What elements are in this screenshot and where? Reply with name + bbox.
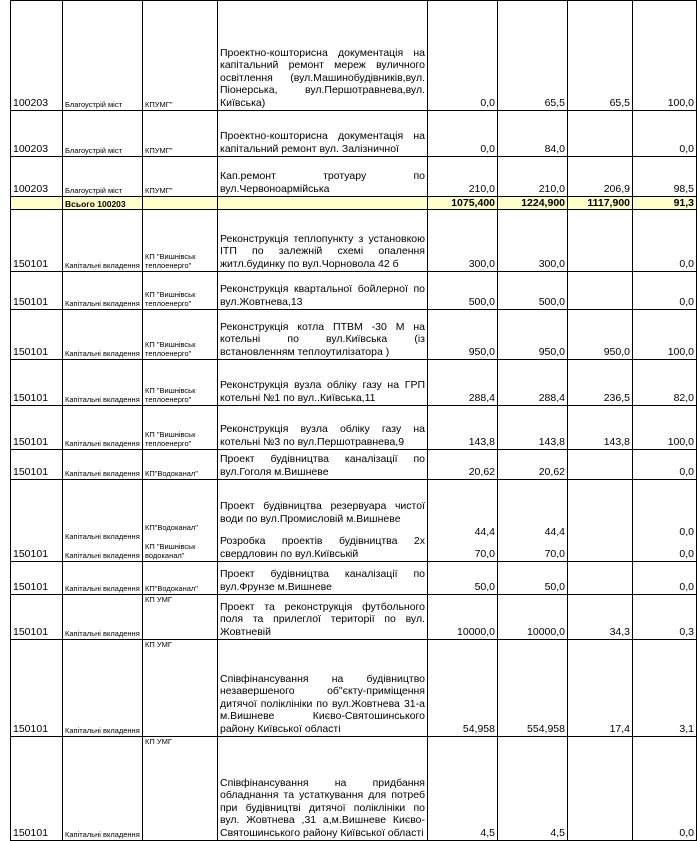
project-description	[218, 480, 428, 562]
expense-type: Благоустрій міст	[63, 157, 143, 197]
budget-code: 150101	[11, 360, 63, 406]
adjusted-value: 50,0	[498, 562, 568, 595]
project-description-line: Проект будівництва резервуара чистої води по вул.Промисловій м.Вишневе	[220, 500, 425, 525]
budget-code: 150101	[11, 737, 63, 841]
adjusted-value: 554,958	[498, 640, 568, 737]
budget-code: 100203	[11, 157, 63, 197]
budget-code: 100203	[11, 111, 63, 157]
percent-value: 0,3	[633, 595, 697, 640]
table-row	[11, 406, 697, 450]
expense-type-line: Капітальні вкладення	[65, 551, 140, 560]
code-cell	[11, 197, 63, 210]
adjusted-value: 65,5	[498, 1, 568, 111]
percent-value: 0,0	[633, 562, 697, 595]
organization: КП "Вишнівськ теплоенерго"	[143, 272, 218, 310]
percent-value: 100,0	[633, 310, 697, 360]
budget-code: 150101	[11, 480, 63, 562]
plan-value: 950,0	[428, 310, 498, 360]
executed-value: 34,3	[568, 595, 633, 640]
executed-value	[568, 111, 633, 157]
organization: КП УМГ	[143, 640, 218, 737]
project-description: Кап.ремонт тротуару по вул.Червоноармійська	[218, 157, 428, 197]
budget-code: 100203	[11, 1, 63, 111]
table-row	[11, 157, 697, 197]
percent-value: 0,0	[633, 737, 697, 841]
adjusted-value: 300,0	[498, 210, 568, 272]
executed-value	[568, 562, 633, 595]
organization-line: КП"Водоканал"	[145, 523, 198, 532]
executed-value: 17,4	[568, 640, 633, 737]
executed-value: 1117,900	[568, 197, 633, 210]
executed-value	[568, 450, 633, 480]
expense-type: Благоустрій міст	[63, 1, 143, 111]
adjusted-value: 210,0	[498, 157, 568, 197]
executed-value: 236,5	[568, 360, 633, 406]
plan-value: 500,0	[428, 272, 498, 310]
project-description: Проектно-кошторисна документація на капітальний ремонт вул. Залізничної	[218, 111, 428, 157]
plan-value: 0,0	[428, 1, 498, 111]
executed-value	[568, 272, 633, 310]
percent-value: 82,0	[633, 360, 697, 406]
desc-cell	[218, 197, 428, 210]
organization: КП УМГ	[143, 737, 218, 841]
org-cell	[143, 197, 218, 210]
plan-value: 4,5	[428, 737, 498, 841]
organization: КП "Вишнівськ теплоенерго"	[143, 406, 218, 450]
project-description: Реконструкція котла ПТВМ -30 М на котельні по вул.Київська (із встановленням теплоутилізатора )	[218, 310, 428, 360]
expense-type-line: Капітальні вкладення	[65, 532, 140, 541]
total-label: Всього 100203	[63, 197, 143, 210]
project-description-line: Розробка проектів будівництва 2х свердловин по вул.Київській	[220, 535, 425, 560]
percent-value: 3,1	[633, 640, 697, 737]
project-description: Проект будівництва каналізації по вул.Фрунзе м.Вишневе	[218, 562, 428, 595]
percent-value-line: 0,0	[679, 526, 694, 538]
budget-code: 150101	[11, 272, 63, 310]
organization: КП УМГ	[143, 595, 218, 640]
table-row	[11, 595, 697, 640]
expense-type: Капітальні вкладення	[63, 310, 143, 360]
project-description: Проектно-кошторисна документація на капітальний ремонт мереж вуличного освітлення (вул.Машинобудівників,вул. Піонерська, вул.Першотравнева,вул. Київська)	[218, 1, 428, 111]
plan-value: 0,0	[428, 111, 498, 157]
executed-value: 206,9	[568, 157, 633, 197]
expense-type: Капітальні вкладення	[63, 272, 143, 310]
adjusted-value	[498, 480, 568, 562]
table-row	[11, 111, 697, 157]
adjusted-value: 143,8	[498, 406, 568, 450]
organization: КП"Водоканал"	[143, 562, 218, 595]
table-row	[11, 450, 697, 480]
table-row	[11, 272, 697, 310]
percent-value: 0,0	[633, 450, 697, 480]
project-description: Реконструкція теплопункту з установкою ІТП по залежній схемі опалення житл.будинку по вул.Чорновола 42 б	[218, 210, 428, 272]
adjusted-value: 4,5	[498, 737, 568, 841]
plan-value: 143,8	[428, 406, 498, 450]
table-row	[11, 310, 697, 360]
project-description: Реконструкція квартальної бойлерної по вул.Жовтнева,13	[218, 272, 428, 310]
plan-value	[428, 480, 498, 562]
expense-type: Капітальні вкладення	[63, 450, 143, 480]
project-description: Співфінансування на будівництво незавершеного об"єкту-приміщення дитячої поліклініки по вул.Жовтнева 31-а м.Вишневе Києво-Святошинського району Київської області	[218, 640, 428, 737]
plan-value-line: 70,0	[474, 548, 495, 560]
budget-code: 150101	[11, 562, 63, 595]
plan-value: 210,0	[428, 157, 498, 197]
adjusted-value: 1224,900	[498, 197, 568, 210]
percent-value: 0,0	[633, 111, 697, 157]
plan-value: 300,0	[428, 210, 498, 272]
total-row	[11, 197, 697, 210]
organization: КП "Вишнівськ теплоенерго"	[143, 210, 218, 272]
plan-value: 20,62	[428, 450, 498, 480]
plan-value: 50,0	[428, 562, 498, 595]
executed-value	[568, 210, 633, 272]
organization-line: КП "Вишнівськ водоканал"	[145, 542, 196, 560]
table-row	[11, 737, 697, 841]
expense-type	[63, 480, 143, 562]
plan-value: 10000,0	[428, 595, 498, 640]
percent-value: 100,0	[633, 1, 697, 111]
budget-code: 150101	[11, 406, 63, 450]
budget-table	[10, 0, 697, 841]
budget-code: 150101	[11, 640, 63, 737]
plan-value: 54,958	[428, 640, 498, 737]
organization: КП "Вишнівськ теплоенерго"	[143, 310, 218, 360]
table-row	[11, 640, 697, 737]
organization	[143, 480, 218, 562]
percent-value: 100,0	[633, 406, 697, 450]
percent-value: 0,0	[633, 210, 697, 272]
project-description: Проект та реконструкція футбольного поля та прилеглої території по вул. Жовтневій	[218, 595, 428, 640]
percent-value: 98,5	[633, 157, 697, 197]
project-description: Реконструкція вузла обліку газу на котельні №3 по вул.Першотравнева,9	[218, 406, 428, 450]
plan-value: 288,4	[428, 360, 498, 406]
organization: КПУМГ"	[143, 157, 218, 197]
executed-value	[568, 480, 633, 562]
organization: КП "Вишнівськ теплоенерго"	[143, 360, 218, 406]
adjusted-value: 500,0	[498, 272, 568, 310]
executed-value: 143,8	[568, 406, 633, 450]
executed-value: 950,0	[568, 310, 633, 360]
budget-code: 150101	[11, 310, 63, 360]
percent-value: 0,0	[633, 272, 697, 310]
executed-value	[568, 737, 633, 841]
table-row	[11, 1, 697, 111]
table-row	[11, 210, 697, 272]
organization: КПУМГ"	[143, 111, 218, 157]
plan-value: 1075,400	[428, 197, 498, 210]
organization: КПУМГ"	[143, 1, 218, 111]
expense-type: Капітальні вкладення	[63, 737, 143, 841]
project-description: Реконструкція вузла обліку газу на ГРП котельні №1 по вул..Київська,11	[218, 360, 428, 406]
expense-type: Капітальні вкладення	[63, 210, 143, 272]
adjusted-value-line: 44,4	[544, 526, 565, 538]
table-row	[11, 360, 697, 406]
adjusted-value-line: 70,0	[544, 548, 565, 560]
percent-value-line: 0,0	[679, 548, 694, 560]
expense-type: Капітальні вкладення	[63, 360, 143, 406]
percent-value	[633, 480, 697, 562]
percent-value: 91,3	[633, 197, 697, 210]
project-description: Проект будівництва каналізації по вул.Гоголя м.Вишневе	[218, 450, 428, 480]
budget-code: 150101	[11, 595, 63, 640]
adjusted-value: 288,4	[498, 360, 568, 406]
adjusted-value: 10000,0	[498, 595, 568, 640]
budget-code: 150101	[11, 210, 63, 272]
expense-type: Капітальні вкладення	[63, 406, 143, 450]
table-row	[11, 562, 697, 595]
expense-type: Капітальні вкладення	[63, 640, 143, 737]
expense-type: Благоустрій міст	[63, 111, 143, 157]
budget-table-body	[11, 1, 697, 841]
plan-value-line: 44,4	[474, 526, 495, 538]
project-description: Співфінансування на придбання обладнання та устаткування для потреб при будівництві дитячої поліклініки по вул. Жовтнева ,31 а,м.Вишневе Києво-Святошинського району Київської області	[218, 737, 428, 841]
executed-value: 65,5	[568, 1, 633, 111]
budget-code: 150101	[11, 450, 63, 480]
expense-type: Капітальні вкладення	[63, 562, 143, 595]
table-row	[11, 480, 697, 562]
organization: КП"Водоканал"	[143, 450, 218, 480]
adjusted-value: 950,0	[498, 310, 568, 360]
adjusted-value: 20,62	[498, 450, 568, 480]
adjusted-value: 84,0	[498, 111, 568, 157]
expense-type: Капітальні вкладення	[63, 595, 143, 640]
